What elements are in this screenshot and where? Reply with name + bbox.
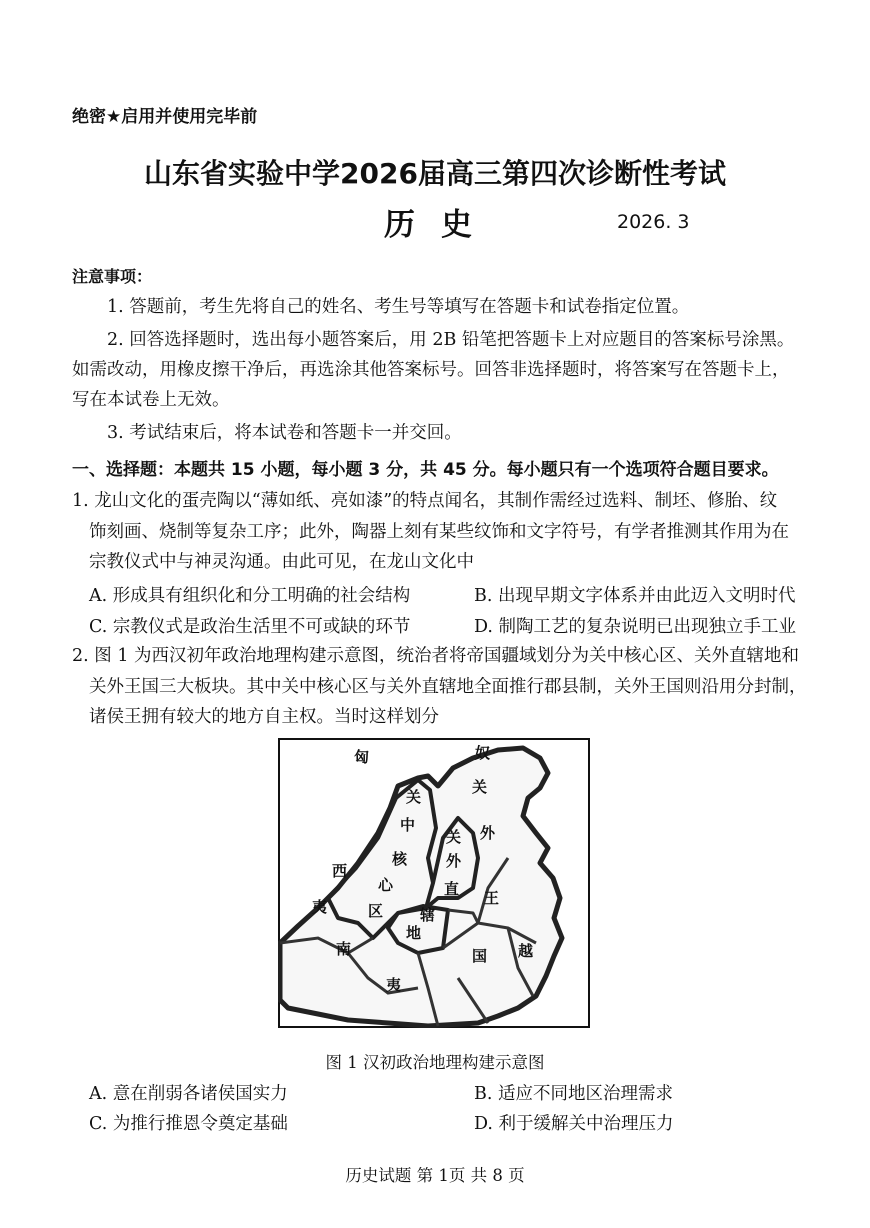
map-label-kingdom-3: 王: [484, 889, 500, 907]
map-label-core-3: 核: [392, 850, 408, 868]
q2-option-b: B. 适应不同地区治理需求: [474, 1084, 673, 1104]
map-label-direct-5: 地: [406, 924, 422, 942]
map-label-core-4: 心: [378, 876, 394, 894]
q1-option-a: A. 形成具有组织化和分工明确的社会结构: [89, 586, 411, 606]
map-label-core-5: 区: [368, 902, 384, 920]
map-label-yi-west: 夷: [312, 898, 328, 916]
map-label-nu: 奴: [475, 744, 491, 762]
map-label-kingdom-2: 外: [480, 824, 496, 842]
map-label-kingdom-1: 关: [472, 778, 488, 796]
q2-option-c: C. 为推行推恩令奠定基础: [89, 1114, 288, 1134]
map-label-yi-south: 夷: [386, 976, 402, 994]
map-label-kingdom-4: 国: [472, 947, 488, 965]
note-item-2: 2. 回答选择题时，选出每小题答案后，用 2B 铅笔把答题卡上对应题目的答案标号涂黑。: [107, 330, 795, 350]
page-footer: 历史试题 第 1页 共 8 页: [345, 1166, 525, 1185]
section-heading: 一、选择题：本题共 15 小题，每小题 3 分，共 45 分。每小题只有一个选项符合题目要求。: [72, 460, 779, 480]
q1-line-3: 宗教仪式中与神灵沟通。由此可见，在龙山文化中: [89, 552, 474, 572]
map-label-xiong: 匈: [354, 748, 370, 766]
q1-option-d: D. 制陶工艺的复杂说明已出现独立手工业: [474, 617, 797, 637]
q2-line-1: 2. 图 1 为西汉初年政治地理构建示意图，统治者将帝国疆域划分为关中核心区、关外直辖地和: [72, 646, 800, 666]
q2-option-d: D. 利于缓解关中治理压力: [474, 1114, 674, 1134]
notes-heading: 注意事项：: [72, 267, 153, 286]
q1-option-b: B. 出现早期文字体系并由此迈入文明时代: [474, 586, 796, 606]
map-label-nan: 南: [336, 940, 352, 958]
note-item-1: 1. 答题前，考生先将自己的姓名、考生号等填写在答题卡和试卷指定位置。: [107, 297, 690, 317]
map-label-direct-1: 关: [446, 828, 462, 846]
map-label-direct-2: 外: [446, 852, 462, 870]
map-label-core-2: 中: [400, 816, 416, 834]
subject-title: 历史: [384, 207, 498, 243]
note-item-2-cont2: 写在本试卷上无效。: [72, 390, 230, 410]
q2-line-3: 诸侯王拥有较大的地方自主权。当时这样划分: [89, 707, 439, 727]
q2-option-a: A. 意在削弱各诸侯国实力: [89, 1084, 288, 1104]
exam-date: 2026. 3: [617, 211, 690, 233]
map-label-direct-4: 辖: [420, 906, 436, 924]
confidential-label: 绝密★启用并使用完毕前: [72, 107, 258, 127]
map-label-yue: 越: [518, 942, 534, 960]
note-item-2-cont: 如需改动，用橡皮擦干净后，再选涂其他答案标号。回答非选择题时，将答案写在答题卡上，: [72, 360, 790, 380]
figure-caption: 图 1 汉初政治地理构建示意图: [325, 1053, 545, 1072]
map-label-xi: 西: [332, 862, 348, 880]
map-label-direct-3: 直: [444, 880, 460, 898]
note-item-3: 3. 考试结束后，将本试卷和答题卡一并交回。: [107, 423, 462, 443]
q1-line-1: 1. 龙山文化的蛋壳陶以“薄如纸、亮如漆”的特点闻名，其制作需经过选料、制坯、修胎、纹: [72, 491, 778, 511]
map-label-core-1: 关: [406, 788, 422, 806]
q2-line-2: 关外王国三大板块。其中关中核心区与关外直辖地全面推行郡县制，关外王国则沿用分封制，: [89, 677, 807, 697]
q1-line-2: 饰刻画、烧制等复杂工序；此外，陶器上刻有某些纹饰和文字符号，有学者推测其作用为在: [89, 522, 789, 542]
exam-title: 山东省实验中学2026届高三第四次诊断性考试: [144, 157, 726, 190]
q1-option-c: C. 宗教仪式是政治生活里不可或缺的环节: [89, 617, 411, 637]
han-political-map: [278, 738, 590, 1028]
